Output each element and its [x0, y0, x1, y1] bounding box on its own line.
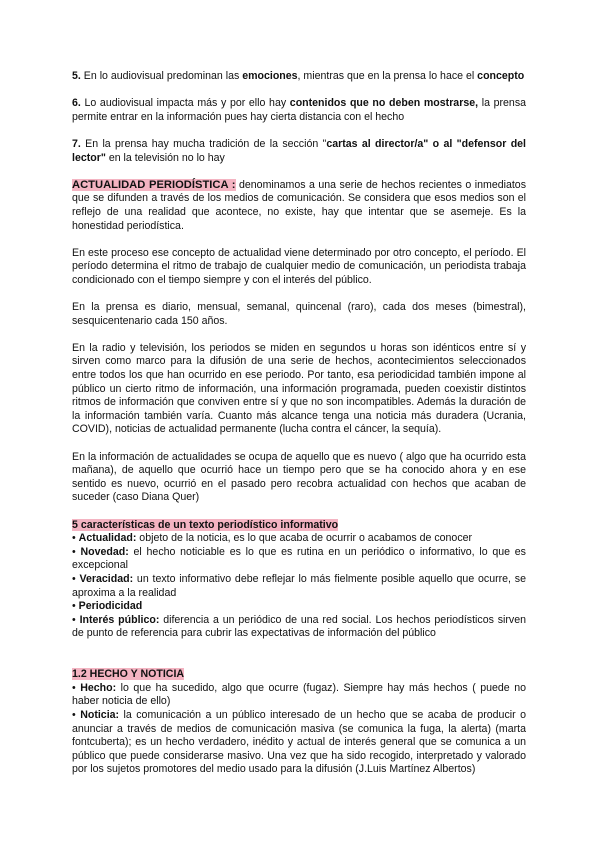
- item-text: el hecho noticiable es lo que es rutina en un periódico o informativo, lo que es excepcional: [72, 545, 526, 572]
- list-item: [72, 600, 526, 614]
- item-label: Noticia:: [80, 708, 120, 721]
- keyword: emociones: [242, 70, 298, 82]
- caracteristicas-list: [72, 532, 526, 641]
- text: En lo audiovisual predominan las: [80, 70, 243, 82]
- list-item: [72, 573, 526, 600]
- point-number: 7.: [72, 137, 81, 150]
- paragraph: En la radio y televisión, los periodos se miden en segundos u horas son idénticos entre sí y sirven como marco para la difusión de una serie de hechos, acontecimientos seleccionados entre todos los que han ocurrido en ese periodo. Por tanto, esa periodicidad también impone al público un cierto ritmo de información, una información programada, pueden coexistir distintos ritmos de información que conviven entre sí y que no son incompatibles. Además la duración de la información también varía. Cuanto más alcance tenga una noticia más duradera (Ucrania, COVID), noticias de actualidad permanente (lucha contra el cáncer, la sequía).: [72, 341, 526, 436]
- paragraph: En la prensa es diario, mensual, semanal, quincenal (raro), cada dos meses (bimestral), sesquicentenario cada 150 años.: [72, 301, 526, 327]
- point-number: 5.: [72, 70, 81, 82]
- item-label: Veracidad:: [79, 572, 134, 585]
- section-heading-caracteristicas: 5 características de un texto periodístico informativo: [72, 518, 339, 531]
- item-label: Hecho:: [80, 681, 117, 694]
- item-label: Interés público:: [79, 613, 160, 626]
- text: la prensa permite entrar en la información pues hay cierta distancia con el hecho: [72, 97, 527, 123]
- item-label: Periodicidad: [78, 600, 143, 613]
- text: En la prensa hay mucha tradición de la sección ": [80, 137, 327, 150]
- item-text: la comunicación a un público interesado de un hecho que se acaba de producir o anunciar a través de medios de comunicación masiva (se comunica la fuga, la alerta) (marta fontcuberta); es un hecho verdadero, inédito y actual de interés general que se comunica a un público que puede considerarse masivo. Una vez que ha sido recogido, interpretado y valorado por los sujetos promotores del medio usado para la difusión (J.Luis Martínez Albertos): [72, 708, 526, 776]
- item-label: Novedad:: [80, 545, 129, 558]
- point-7: [72, 138, 526, 165]
- point-number: 6.: [72, 97, 81, 110]
- keyword: cartas al director/a" o al "defensor del lector": [72, 137, 527, 164]
- bullet-icon: •: [72, 572, 76, 585]
- document-page: [72, 70, 526, 777]
- bullet-icon: •: [72, 681, 76, 694]
- item-text: lo que ha sucedido, algo que ocurre (fugaz). Siempre hay más hechos ( puede no haber noticia de ello): [72, 681, 526, 708]
- keyword: concepto: [477, 70, 525, 82]
- section-heading-hecho-noticia: 1.2 HECHO Y NOTICIA: [72, 668, 185, 681]
- bullet-icon: •: [72, 532, 76, 545]
- paragraph: En la información de actualidades se ocupa de aquello que es nuevo ( algo que ha ocurrido esta mañana), de aquello que ocurrió hace un tiempo pero que se ha conocido ahora y en ese sentido es nuevo, ocurrió en el pasado pero recobra actualidad con hechos que acaban de suceder (caso Diana Quer): [72, 450, 526, 504]
- item-text: un texto informativo debe reflejar lo más fielmente posible aquello que ocurre, se aproxima a la realidad: [72, 572, 526, 599]
- hecho-heading-line: [72, 668, 526, 682]
- text: en la televisión no lo hay: [105, 151, 225, 164]
- section-heading-actualidad: ACTUALIDAD PERIODÍSTICA :: [72, 178, 236, 191]
- list-item: [72, 614, 526, 641]
- item-text: objeto de la noticia, es lo que acaba de ocurrir o acabamos de conocer: [136, 532, 473, 545]
- point-6: [72, 97, 526, 124]
- caracteristicas-heading-line: [72, 519, 526, 533]
- item-text: diferencia a un periódico de una red social. Los hechos periodísticos sirven de punto de referencia para cubrir las expectativas de información del público: [72, 613, 527, 640]
- bullet-icon: •: [72, 600, 76, 613]
- list-item: [72, 682, 526, 709]
- point-5: [72, 70, 526, 84]
- bullet-icon: •: [72, 545, 76, 558]
- keyword: contenidos que no deben mostrarse,: [289, 97, 479, 110]
- text: denominamos a una serie de hechos recientes o inmediatos que se difunden a través de los medios de comunicación. Se considera que esos medios son el reflejo de una realidad que acontece, no existe, hay que intentar que se asemeje. Es la honestidad periodística.: [72, 178, 526, 232]
- text: , mientras que en la prensa lo hace el: [297, 70, 478, 82]
- bullet-icon: •: [72, 708, 76, 721]
- text: Lo audiovisual impacta más y por ello hay: [80, 97, 290, 110]
- actualidad-intro: [72, 179, 526, 233]
- list-item: [72, 709, 526, 777]
- bullet-icon: •: [72, 613, 76, 626]
- list-item: [72, 546, 526, 573]
- list-item: [72, 532, 526, 546]
- paragraph: En este proceso ese concepto de actualidad viene determinado por otro concepto, el período. El período determina el ritmo de trabajo de cualquier medio de comunicación, un periodista trabaja condicionado con el tiempo siempre y con el interés del público.: [72, 246, 526, 286]
- item-label: Actualidad:: [78, 532, 137, 545]
